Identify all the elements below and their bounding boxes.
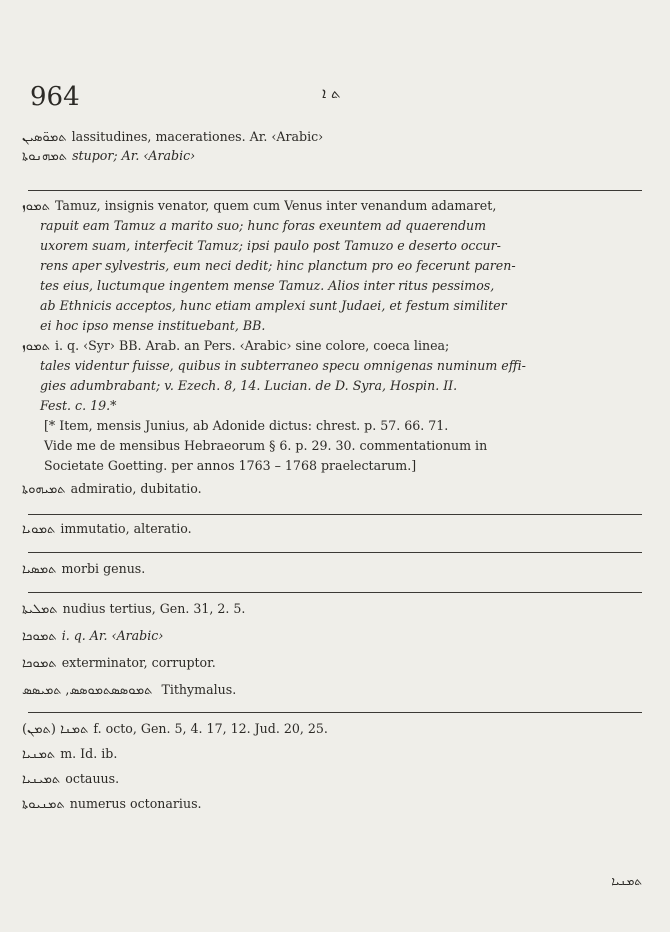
syriac-headword: ܬܡܢܝܐ: [22, 747, 56, 762]
entry-text: f. octo, Gen. 5, 4. 17, 12. Jud. 20, 25.: [93, 721, 328, 736]
syriac-headword: ܬܡܗܢܘܬܐ: [22, 149, 68, 164]
entry-text: morbi genus.: [61, 561, 146, 576]
syriac-headword: (ܬܡܢ) ܬܡܢܐ: [22, 722, 89, 737]
entry-line: [22, 601, 245, 617]
syriac-headword: ܬܡܘܟܐ: [22, 629, 57, 644]
entry-text: m. Id. ib.: [60, 746, 118, 761]
syriac-headword: ܬܡܠܝܬܐ: [22, 602, 58, 617]
entry-text: stupor; Ar. ‹Arabic›: [72, 148, 196, 163]
entry-line: [22, 338, 449, 354]
entry-line: [22, 129, 323, 145]
entry-continuation: ei hoc ipso mense instituebant, BB.: [40, 318, 266, 333]
entry-text: exterminator, corruptor.: [61, 655, 216, 670]
entry-line: [22, 198, 496, 214]
section-divider: [28, 552, 642, 553]
entry-continuation: ab Ethnicis acceptos, hunc etiam amplexi sunt Judaei, et festum similiter: [40, 298, 507, 313]
section-divider: [28, 514, 642, 515]
entry-line: [22, 148, 195, 164]
section-divider: [28, 190, 642, 191]
entry-line: [22, 655, 216, 671]
syriac-headword: ܬܡܣܝܐ: [22, 562, 57, 577]
entry-continuation: rapuit eam Tamuz a marito suo; hunc foras exeuntem ad quaerendum: [40, 218, 487, 233]
entry-text: admiratio, dubitatio.: [70, 481, 202, 496]
entry-continuation: tes eius, luctumque ingentem mense Tamuz. Alios inter ritus pessimos,: [40, 278, 495, 293]
page-number: 964: [30, 82, 80, 112]
entry-line: [22, 561, 145, 577]
entry-continuation: rens aper sylvestris, eum neci dedit; hinc planctum pro eo fecerunt paren-: [40, 258, 516, 273]
entry-line: [22, 682, 236, 698]
footnote-line: [* Item, mensis Junius, ab Adonide dictus: chrest. p. 57. 66. 71.: [44, 418, 449, 433]
section-divider: [28, 592, 642, 593]
entry-line: [22, 521, 192, 537]
syriac-headword: ܬܡܘܙ: [22, 339, 51, 354]
entry-text: ܬܡܘܣܣ, ܬܡܝܣܣ Tithymalus.: [22, 682, 237, 697]
entry-text: i. q. ‹Syr› BB. Arab. an Pers. ‹Arabic› sine colore, coeca linea;: [55, 338, 450, 353]
entry-line: [22, 746, 117, 762]
entry-text: nudius tertius, Gen. 31, 2. 5.: [62, 601, 246, 616]
entry-text: numerus octonarius.: [69, 796, 202, 811]
entry-line: [22, 796, 202, 812]
entry-text: octauus.: [65, 771, 120, 786]
syriac-headword: ܬܡܘܣܣ: [111, 683, 153, 698]
entry-line: [22, 481, 202, 497]
entry-text: i. q. Ar. ‹Arabic›: [61, 628, 164, 643]
entry-continuation: Fest. c. 19.*: [40, 398, 117, 413]
catchword: ܬܡܢܝܐ: [611, 874, 642, 888]
entry-continuation: uxorem suam, interfecit Tamuz; ipsi paulo post Tamuzo e deserto occur-: [40, 238, 501, 253]
syriac-headword: ܬܡܘ̈ܣܝܢ: [22, 130, 67, 145]
section-divider: [28, 712, 642, 713]
syriac-headword: ܬܡܝܗܘܬܐ: [22, 482, 66, 497]
entry-continuation: tales videntur fuisse, quibus in subterraneo specu omnigenas numinum effi-: [40, 358, 526, 373]
syriac-headword: ܬܡܢܝܘܬܐ: [22, 797, 65, 812]
entry-continuation: gies adumbrabant; v. Ezech. 8, 14. Lucian. de D. Syra, Hospin. II.: [40, 378, 458, 393]
footnote-line: Societate Goetting. per annos 1763 – 1768 praelectarum.]: [44, 458, 417, 473]
entry-text: immutatio, alteratio.: [60, 521, 192, 536]
running-headword: ܬ ܐ: [322, 84, 341, 102]
entry-line: [22, 628, 163, 644]
syriac-headword: ܬܡܘܙ: [22, 199, 51, 214]
entry-text: lassitudines, macerationes. Ar. ‹Arabic›: [71, 129, 324, 144]
syriac-headword: ܬܡܘܝܐ: [22, 522, 56, 537]
entry-line: [22, 721, 328, 737]
entry-line: [22, 771, 119, 787]
syriac-headword: ܬܡܝܢܝܐ: [22, 772, 61, 787]
footnote-line: Vide me de mensibus Hebraeorum § 6. p. 29. 30. commentationum in: [44, 438, 488, 453]
entry-text: Tamuz, insignis venator, quem cum Venus inter venandum adamaret,: [55, 198, 497, 213]
syriac-headword: ܬܡܘܟܐ: [22, 656, 57, 671]
